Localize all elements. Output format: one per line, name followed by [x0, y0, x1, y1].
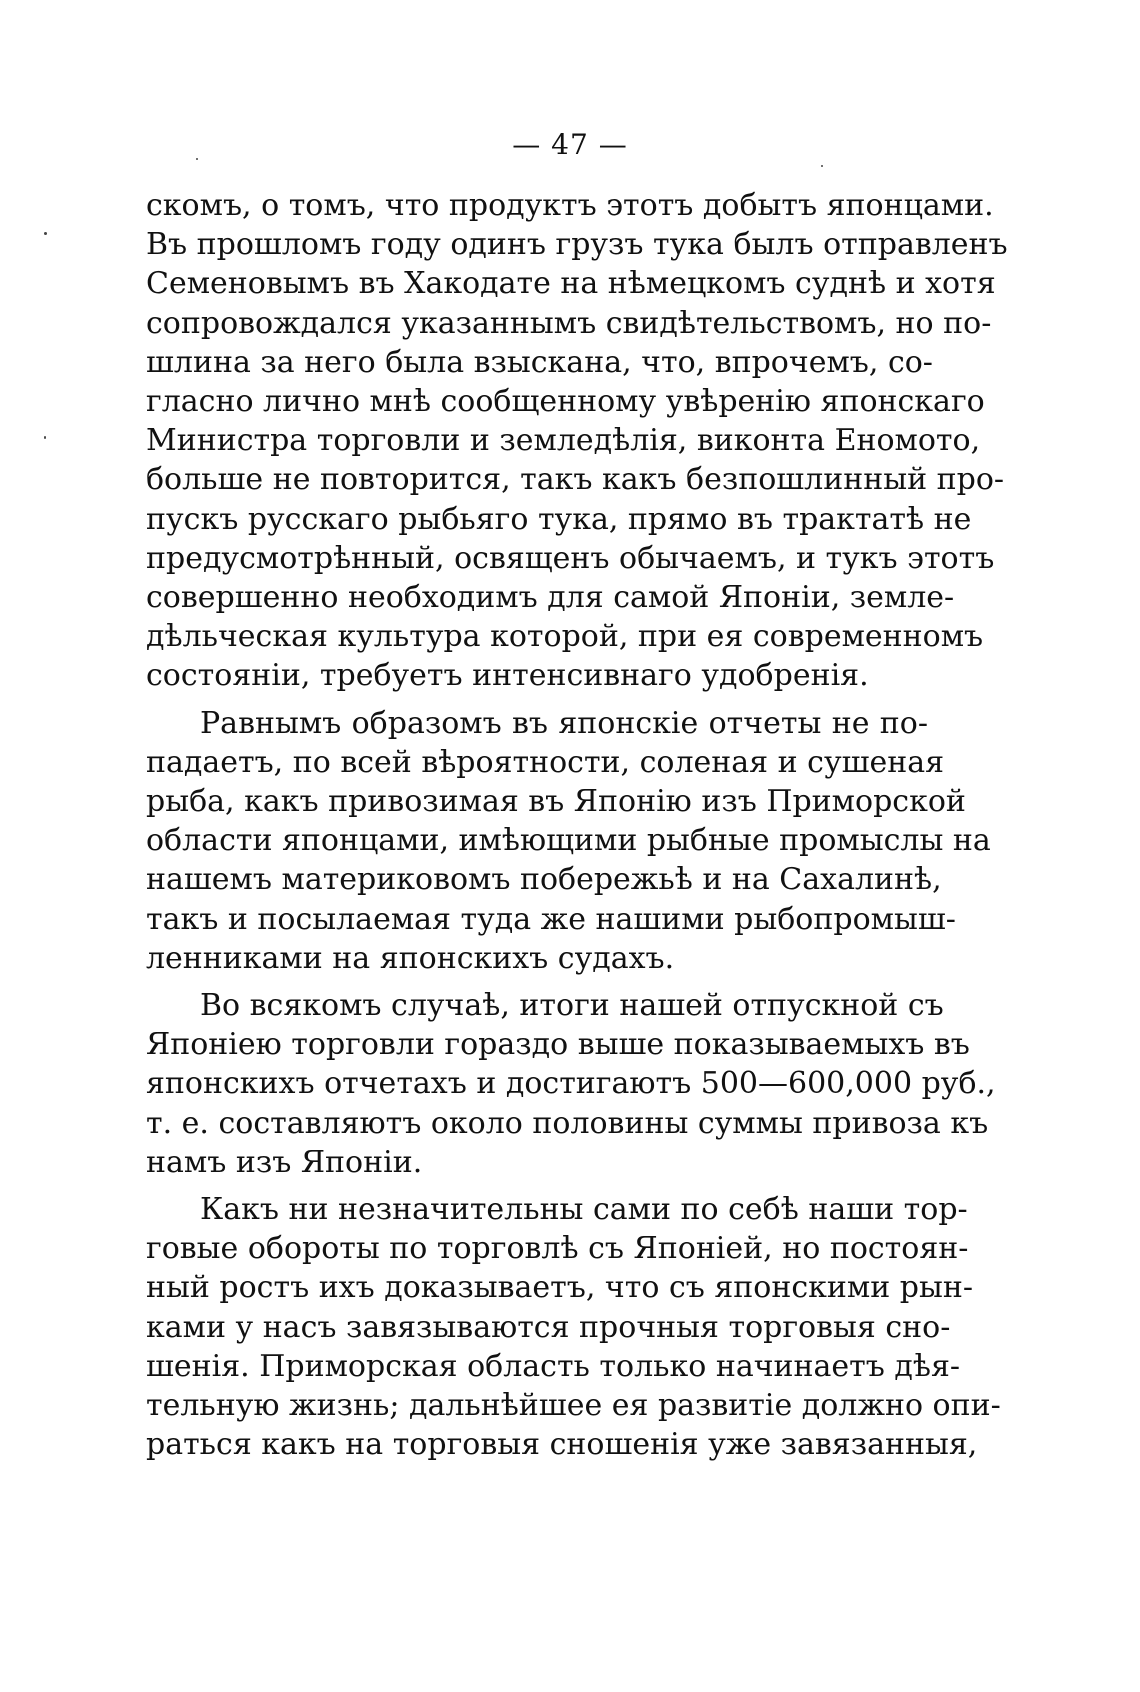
text-line: рыба, какъ привозимая въ Японію изъ Приморской — [146, 784, 966, 820]
text-line: ный ростъ ихъ доказываетъ, что съ японскими рын- — [146, 1270, 973, 1306]
body-text — [146, 186, 1008, 1473]
text-line: Равнымъ образомъ въ японскіе отчеты не по- — [200, 705, 928, 741]
text-line: тельную жизнь; дальнѣйшее ея развитіе должно опи- — [146, 1388, 1001, 1424]
text-line: такъ и посылаемая туда же нашими рыбопромыш- — [146, 901, 956, 937]
text-line: падаетъ, по всей вѣроятности, соленая и сушеная — [146, 744, 945, 780]
text-line: нашемъ материковомъ побережьѣ и на Сахалинѣ, — [146, 862, 942, 898]
text-line: шенія. Приморская область только начинаетъ дѣя- — [146, 1348, 961, 1384]
text-line: японскихъ отчетахъ и достигаютъ 500—600,000 руб., — [146, 1066, 996, 1102]
text-line: Какъ ни незначительны сами по себѣ наши тор- — [200, 1192, 968, 1228]
text-line: области японцами, имѣющими рыбные промыслы на — [146, 823, 991, 859]
scan-speck — [44, 436, 46, 439]
scan-speck — [196, 158, 198, 160]
text-line: гласно лично мнѣ сообщенному увѣренію японскаго — [146, 384, 985, 420]
text-line: ленниками на японскихъ судахъ. — [146, 940, 675, 976]
text-line: шлина за него была взыскана, что, впрочемъ, со- — [146, 344, 933, 380]
text-line: Японіею торговли гораздо выше показываемыхъ въ — [146, 1027, 970, 1063]
page-number: — 47 — — [512, 128, 628, 161]
text-line: Семеновымъ въ Хакодате на нѣмецкомъ суднѣ и хотя — [146, 266, 996, 302]
scan-speck — [44, 232, 47, 235]
paragraph-1 — [146, 186, 1008, 696]
text-line: пускъ русскаго рыбьяго тука, прямо въ трактатѣ не — [146, 501, 972, 537]
text-line: скомъ, о томъ, что продуктъ этотъ добытъ японцами. — [146, 188, 994, 223]
paragraph-2 — [146, 704, 991, 978]
text-line: Въ прошломъ году одинъ грузъ тука былъ отправленъ — [146, 227, 1008, 263]
text-line: совершенно необходимъ для самой Японіи, земле- — [146, 580, 955, 616]
text-line: Во всякомъ случаѣ, итоги нашей отпускной съ — [200, 988, 944, 1024]
text-line: Министра торговли и земледѣлія, виконта Еномото, — [146, 423, 981, 459]
text-line: раться какъ на торговыя сношенія уже завязанныя, — [146, 1427, 978, 1463]
text-line: больше не повторится, такъ какъ безпошлинный про- — [146, 462, 1005, 498]
paragraph-4 — [146, 1190, 1001, 1464]
paragraph-3 — [146, 986, 996, 1182]
text-line: состояніи, требуетъ интенсивнаго удобренія. — [146, 658, 869, 694]
text-line: сопровождался указаннымъ свидѣтельствомъ, но по- — [146, 305, 992, 341]
text-line: ками у насъ завязываются прочныя торговыя сно- — [146, 1309, 951, 1345]
scan-speck — [821, 165, 823, 167]
text-line: говые обороты по торговлѣ съ Японіей, но постоян- — [146, 1231, 969, 1267]
text-line: т. е. составляютъ около половины суммы привоза къ — [146, 1105, 989, 1141]
text-line: намъ изъ Японіи. — [146, 1144, 423, 1180]
text-line: предусмотрѣнный, освященъ обычаемъ, и тукъ этотъ — [146, 540, 995, 576]
text-line: дѣльческая культура которой, при ея современномъ — [146, 619, 984, 655]
